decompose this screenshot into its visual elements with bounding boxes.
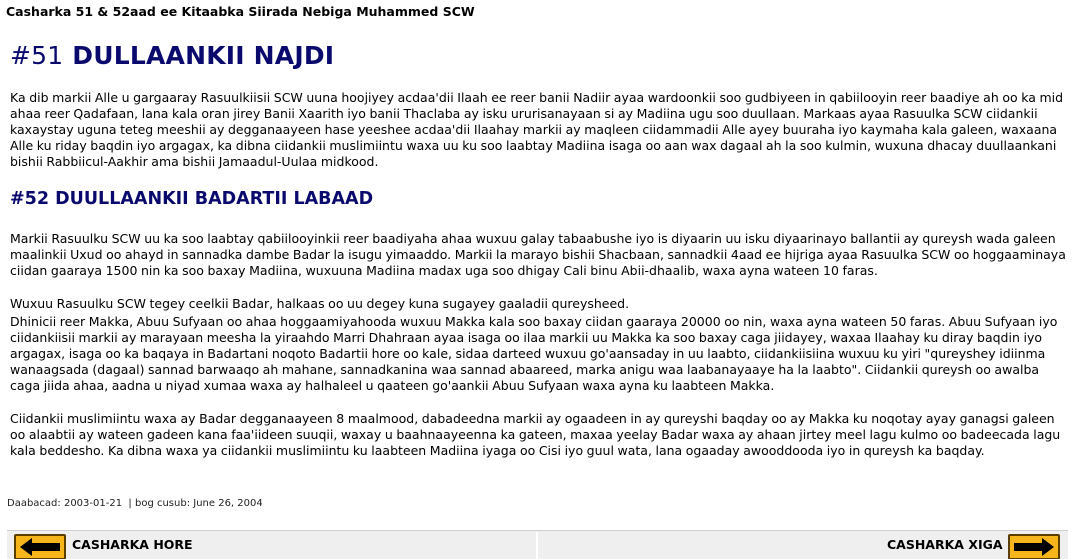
next-lesson-label[interactable]: CASHARKA XIGA: [887, 537, 1003, 552]
lesson-51-title: DULLAANKII NAJDI: [72, 41, 335, 70]
left-arrow-icon[interactable]: [14, 534, 66, 559]
lesson-52-paragraph-4: Ciidankii muslimiintu waxa ay Badar degganaayeen 8 maalmood, dabadeedna markii ay ogaadeen in ay qureyshi baqday oo ay Makka ku noqotay ayay ganagsi galeen oo alaabtii ay wateen gadeen kana faa'iideen suuqii, waxay u baahnaayeenna ka gateen, maxaa yeelay Badar waxa ay ahaan jirtey meel lagu kulmo oo badeecada lagu kala beddesho. Ka dibna waxa ya ciidankii muslimiintu ku laabteen Madiina iyaga oo Cisi iyo guul wata, lana ogaaday awooddooda iyo in qureysh ka baqday.: [10, 411, 1061, 458]
prev-lesson-label[interactable]: CASHARKA HORE: [72, 537, 193, 552]
next-lesson-link[interactable]: [540, 532, 1068, 559]
lesson-navigation-bar: [7, 530, 1068, 559]
prev-lesson-link[interactable]: [7, 532, 538, 559]
lesson-51-paragraph: Ka dib markii Alle u gargaaray Rasuulkiisii SCW uuna hoojiyey acdaa'dii Ilaah ee reer banii Nadiir ayaa wardoonkii soo gudbiyeen in qabiilooyin reer baadiye ah oo ka mid ahaa reer Qadafaan, lana kala oran jirey Banii Xaarith iyo banii Thaclaba ay isku ururisanayaan si ay Madiina ugu soo duullaan. Markaas ayaa Rasuulka SCW ciidankii kaxaystay uguna teteg meeshii ay degganaayeen hase yeeshee acdaa'dii Ilaahay markii ay maqleen ciidammadii Alle ayey buuraha iyo kaymaha kala galeen, waxaana Alle ku riday baqdin iyo argagax, ka dibna ciidankii muslimiintu waxa uu ku soo laabtay Madiina isaga oo aan wax dagaal ah la soo kulmin, wuxuna dhacay duullaankani bishii Rabbiicul-Aakhir ama bishii Jamaadul-Uulaa midkood.: [10, 90, 1064, 169]
footer-dates: Daabacad: 2003-01-21 | bog cusub: June 26, 2004: [7, 498, 263, 509]
right-arrow-icon[interactable]: [1008, 534, 1060, 559]
lesson-52-paragraph-1: Markii Rasuulku SCW uu ka soo laabtay qabiilooyinkii reer baadiyaha ahaa wuxuu galay tabaabushe iyo is diyaarin uu isku diyaarinayo ballantii ay qureysh wada galeen maalinkii Uxud oo ahayd in sannadka dambe Badar la isugu yimaaddo. Markii la marayo bishii Shacbaan, sannadkii 4aad ee hijriga ayaa Rasuulka SCW oo hoggaaminaya ciidan gaaraya 1500 nin ka soo baxay Madiina, wuxuuna Madiina madax uga soo dhigay Cali binu Abii-dhaalib, waxa ayna wateen 10 faras.: [10, 231, 1066, 278]
lesson-52-heading: #52 DUULLAANKII BADARTII LABAAD: [10, 189, 374, 209]
lesson-52-paragraph-2: Wuxuu Rasuulku SCW tegey ceelkii Badar, halkaas oo uu degey kuna sugayey gaaladii qureysheed.: [10, 296, 630, 311]
lesson-51-number: #51: [10, 41, 64, 70]
page-header-title: Casharka 51 & 52aad ee Kitaabka Siirada Nebiga Muhammed SCW: [6, 4, 475, 19]
lesson-51-heading: [10, 41, 334, 70]
lesson-52-paragraph-3: Dhinicii reer Makka, Abuu Sufyaan oo ahaa hoggaamiyahooda wuxuu Makka kala soo baxay ciidan gaaraya 20000 oo nin, waxa ayna wateen 50 faras. Abuu Sufyaan iyo ciidankiisii markii ay marayaan meesha la yiraahdo Marri Dhahraan ayaa isaga oo ilaa markii uu Makka ka soo baxay caga jiidayey, waxaa Ilaahay ku diray baqdin iyo argagax, isaga oo ka baqaya in Badartani noqoto Badartii hore oo kale, sidaa darteed wuxuu go'aansaday in uu laabto, ciidankiisiina wuxuu ku yiri "qureyshey idiinma wanaagsada (dagaal) sannad barwaaqo ah mahane, sannadkanina waa sannad abaareed, marka anigu waa laabanayaaye ha la laabto". Ciidankii qureysh oo awalba caga jiida ahaa, aadna u niyad xumaa waxa ay halhaleel u qaateen go'aankii Abuu Sufyaan waxa ayna ku laabteen Makka.: [10, 314, 1058, 393]
